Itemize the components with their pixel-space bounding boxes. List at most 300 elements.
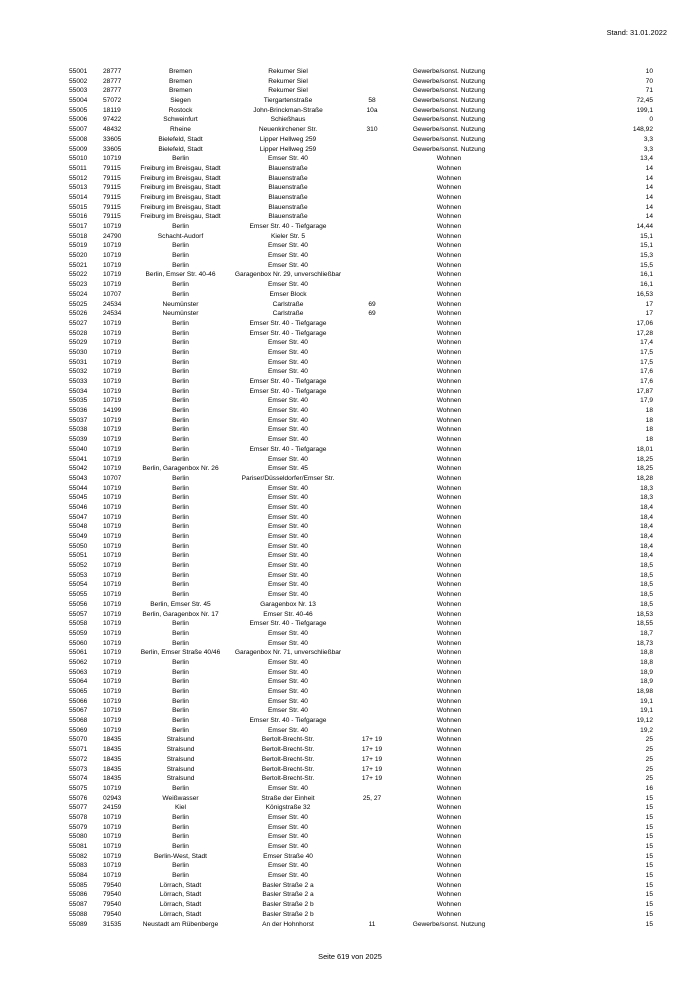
street: Emser Str. 40 - Tiefgarage [249,319,327,327]
house-number [352,900,392,910]
street: Emser Str. 40 [268,407,308,415]
usage-type: Gewerbe/sonst. Nutzung [412,106,486,114]
area-value: 17,4 [640,339,653,347]
table-row [69,183,653,193]
table-row [69,639,653,649]
table-row [69,900,653,910]
area-value: 18,25 [636,465,653,473]
city: Lörrach, Stadt [159,901,202,909]
row-id: 55051 [69,552,88,560]
usage-type: Wohnen [436,620,462,628]
table-row [69,212,653,222]
city: Berlin [172,784,189,792]
usage-type: Wohnen [436,542,462,550]
postal-code: 18435 [103,736,122,744]
table-row [69,270,653,280]
street: Basler Straße 2 b [262,910,314,918]
postal-code: 79115 [103,184,121,192]
table-row [69,319,653,329]
house-number: 25, 27 [362,794,382,802]
postal-code: 10719 [103,649,122,657]
street: Bertolt-Brecht-Str. [261,746,315,754]
usage-type: Wohnen [436,252,462,260]
house-number [352,232,392,242]
area-value: 19,1 [640,707,653,715]
row-id: 55025 [69,300,88,308]
city: Berlin [172,707,189,715]
usage-type: Wohnen [436,397,462,405]
street: Rekumer Siel [268,68,308,75]
area-value: 25 [645,765,653,773]
area-value: 17,87 [636,387,653,395]
area-value: 18 [645,416,653,424]
table-row [69,396,653,406]
row-id: 55037 [69,416,88,424]
postal-code: 10719 [103,629,122,637]
city: Berlin [172,533,189,540]
table-row [69,881,653,891]
street: Neuenkirchener Str. [258,126,318,134]
usage-type: Wohnen [436,726,462,734]
area-value: 18,4 [640,533,653,540]
city: Freiburg im Breisgau, Stadt [140,174,221,182]
house-number [352,706,392,716]
usage-type: Wohnen [436,484,462,492]
area-value: 15 [645,852,653,860]
house-number [352,697,392,707]
postal-code: 79540 [103,881,122,889]
city: Berlin [172,833,189,841]
row-id: 55087 [69,901,88,909]
row-id: 55039 [69,436,88,444]
street: Emser Str. 40 [268,629,308,637]
street: Emser Str. 40-46 [263,610,313,618]
house-number [352,377,392,387]
table-row [69,503,653,513]
row-id: 55055 [69,591,88,599]
postal-code: 10719 [103,697,122,705]
house-number: 17+ 19 [361,746,383,754]
city: Berlin [172,843,189,850]
table-row [69,658,653,668]
table-row [69,455,653,465]
street: Emser Str. 40 - Tiefgarage [249,445,327,453]
postal-code: 10719 [103,503,122,511]
area-value: 16,53 [636,290,653,298]
street: Emser Str. 40 [268,416,308,424]
house-number [352,716,392,726]
table-row [69,135,653,145]
city: Berlin [172,290,189,298]
house-number [352,852,392,862]
usage-type: Wohnen [436,804,462,812]
usage-type: Wohnen [436,465,462,473]
postal-code: 10719 [103,707,122,715]
table-row [69,251,653,261]
row-id: 55062 [69,658,88,666]
house-number: 310 [366,126,378,134]
row-id: 55048 [69,523,88,531]
city: Stralsund [166,746,195,754]
street: Emser Block [269,290,307,298]
postal-code: 79540 [103,891,122,899]
city: Berlin [172,503,189,511]
house-number: 10a [366,106,378,114]
street: Straße der Einheit [261,794,315,802]
area-value: 18,73 [636,639,653,647]
row-id: 55076 [69,794,88,802]
house-number [352,658,392,668]
city: Berlin [172,688,189,695]
table-row [69,261,653,271]
table-row [69,174,653,184]
page-number: Seite 619 von 2025 [318,952,382,961]
usage-type: Wohnen [436,416,462,424]
house-number [352,823,392,833]
house-number: 69 [368,300,376,308]
area-value: 18,5 [640,571,653,579]
city: Berlin [172,639,189,647]
street: Emser Str. 40 [268,542,308,550]
row-id: 55041 [69,455,88,463]
table-row [69,67,653,77]
row-id: 55069 [69,726,88,734]
usage-type: Wohnen [436,562,462,570]
area-value: 15 [645,833,653,841]
house-number [352,832,392,842]
area-value: 72,45 [636,97,653,105]
usage-type: Wohnen [436,765,462,773]
table-row [69,784,653,794]
postal-code: 10719 [103,436,122,444]
usage-type: Gewerbe/sonst. Nutzung [412,97,486,105]
table-row [69,668,653,678]
house-number [352,203,392,213]
street: Lipper Hellweg 259 [259,135,317,143]
area-value: 17,06 [636,319,653,327]
street: Emser Str. 40 [268,668,308,676]
table-row [69,222,653,232]
usage-type: Wohnen [436,591,462,599]
row-id: 55072 [69,755,88,763]
row-id: 55013 [69,184,88,192]
postal-code: 18435 [103,765,122,773]
postal-code: 24159 [103,804,122,812]
table-row [69,203,653,213]
row-id: 55001 [69,68,88,75]
house-number [352,648,392,658]
city: Berlin [172,552,189,560]
area-value: 17 [645,310,653,318]
row-id: 55028 [69,329,88,337]
postal-code: 10707 [103,290,122,298]
area-value: 71 [645,87,653,95]
row-id: 55032 [69,368,88,376]
postal-code: 24534 [103,310,122,318]
city: Berlin [172,223,189,230]
usage-type: Wohnen [436,300,462,308]
usage-type: Wohnen [436,581,462,589]
postal-code: 10719 [103,668,122,676]
row-id: 55024 [69,290,88,298]
table-row [69,600,653,610]
postal-code: 28777 [103,77,122,85]
city: Lörrach, Stadt [159,910,202,918]
house-number: 17+ 19 [361,765,383,773]
usage-type: Wohnen [436,368,462,376]
row-id: 55034 [69,387,88,395]
street: Emser Str. 40 [268,242,308,250]
city: Berlin, Garagenbox Nr. 17 [142,610,219,618]
house-number: 17+ 19 [361,755,383,763]
city: Berlin [172,571,189,579]
table-row [69,765,653,775]
city: Berlin [172,629,189,637]
city: Berlin, Emser Str. 45 [150,600,211,608]
street: Emser Str. 40 [268,397,308,405]
street: Bertolt-Brecht-Str. [261,765,315,773]
row-id: 55042 [69,465,88,473]
row-id: 55029 [69,339,88,347]
city: Berlin [172,378,189,385]
row-id: 55063 [69,668,88,676]
postal-code: 10719 [103,852,122,860]
house-number [352,435,392,445]
area-value: 18,5 [640,591,653,599]
row-id: 55046 [69,503,88,511]
usage-type: Wohnen [436,784,462,792]
row-id: 55015 [69,203,88,211]
row-id: 55003 [69,87,88,95]
house-number [352,135,392,145]
area-value: 18,4 [640,542,653,550]
house-number [352,145,392,155]
row-id: 55089 [69,920,88,928]
street: Garagenbox Nr. 13 [260,600,316,608]
table-row [69,464,653,474]
street: Rekumer Siel [268,77,308,85]
city: Berlin [172,281,189,289]
city: Berlin [172,823,189,831]
postal-code: 10719 [103,726,122,734]
street: Rekumer Siel [268,87,308,95]
street: Blauenstraße [268,184,308,192]
street: Emser Str. 40 [268,697,308,705]
area-value: 14 [645,203,653,211]
house-number: 69 [368,310,376,318]
row-id: 55057 [69,610,88,618]
row-id: 55022 [69,271,88,279]
house-number [352,212,392,222]
usage-type: Wohnen [436,358,462,366]
area-value: 18,4 [640,552,653,560]
usage-type: Wohnen [436,872,462,880]
city: Rostock [168,106,193,114]
row-id: 55050 [69,542,88,550]
area-value: 19,12 [636,717,653,725]
city: Bielefeld, Stadt [158,135,203,143]
usage-type: Wohnen [436,755,462,763]
postal-code: 10719 [103,319,122,327]
house-number [352,668,392,678]
area-value: 18,8 [640,649,653,657]
table-row [69,648,653,658]
house-number [352,881,392,891]
city: Lörrach, Stadt [159,891,202,899]
postal-code: 10719 [103,833,122,841]
usage-type: Wohnen [436,813,462,821]
usage-type: Wohnen [436,910,462,918]
usage-type: Wohnen [436,474,462,482]
row-id: 55030 [69,348,88,356]
usage-type: Wohnen [436,387,462,395]
area-value: 13,4 [640,155,653,163]
house-number: 58 [368,97,376,105]
street: Basler Straße 2 a [262,881,314,889]
house-number [352,561,392,571]
table-row [69,280,653,290]
house-number: 17+ 19 [361,736,383,744]
street: Emser Str. 40 [268,436,308,444]
usage-type: Wohnen [436,707,462,715]
postal-code: 10719 [103,271,122,279]
area-value: 16 [645,784,653,792]
area-value: 14 [645,213,653,221]
row-id: 55026 [69,310,88,318]
row-id: 55059 [69,629,88,637]
house-number [352,183,392,193]
postal-code: 10719 [103,688,122,695]
usage-type: Wohnen [436,213,462,221]
street: Emser Str. 40 [268,552,308,560]
usage-type: Wohnen [436,290,462,298]
city: Berlin [172,620,189,628]
table-row [69,551,653,561]
area-value: 18 [645,426,653,434]
street: Emser Str. 40 [268,339,308,347]
street: Emser Str. 40 [268,872,308,880]
usage-type: Gewerbe/sonst. Nutzung [412,920,486,928]
row-id: 55071 [69,746,88,754]
city: Bremen [168,68,193,75]
street: Emser Str. 40 [268,484,308,492]
row-id: 55074 [69,775,88,783]
usage-type: Wohnen [436,494,462,502]
house-number [352,629,392,639]
postal-code: 10719 [103,823,122,831]
postal-code: 10719 [103,261,122,269]
usage-type: Wohnen [436,629,462,637]
row-id: 55023 [69,281,88,289]
area-value: 16,1 [640,271,653,279]
street: Emser Str. 40 [268,455,308,463]
street: Emser Str. 40 [268,368,308,376]
row-id: 55044 [69,484,88,492]
postal-code: 10719 [103,513,122,521]
usage-type: Wohnen [436,455,462,463]
city: Berlin [172,252,189,260]
city: Berlin-West, Stadt [153,852,207,860]
usage-type: Wohnen [436,348,462,356]
usage-type: Gewerbe/sonst. Nutzung [412,87,486,95]
table-row [69,677,653,687]
postal-code: 48432 [103,126,122,134]
row-id: 55088 [69,910,88,918]
house-number [352,396,392,406]
usage-type: Wohnen [436,164,462,172]
area-value: 15,3 [640,252,653,260]
house-number [352,164,392,174]
street: Pariser/Düsseldorfer/Emser Str. [241,474,335,482]
table-row [69,387,653,397]
postal-code: 10719 [103,562,122,570]
city: Berlin [172,358,189,366]
row-id: 55031 [69,358,88,366]
area-value: 3,3 [643,135,653,143]
area-value: 17,9 [640,397,653,405]
row-id: 55021 [69,261,88,269]
table-row [69,794,653,804]
usage-type: Wohnen [436,184,462,192]
table-row [69,619,653,629]
usage-type: Wohnen [436,843,462,850]
house-number: 11 [368,920,376,928]
usage-type: Wohnen [436,833,462,841]
table-row [69,493,653,503]
table-row [69,86,653,96]
table-row [69,610,653,620]
usage-type: Gewerbe/sonst. Nutzung [412,126,486,134]
table-row [69,106,653,116]
house-number [352,677,392,687]
city: Berlin [172,513,189,521]
document-date: Stand: 31.01.2022 [606,28,667,37]
row-id: 55006 [69,116,88,124]
table-row [69,329,653,339]
street: Emser Str. 40 [268,155,308,163]
usage-type: Wohnen [436,261,462,269]
usage-type: Wohnen [436,271,462,279]
area-value: 15 [645,813,653,821]
postal-code: 79540 [103,910,122,918]
table-row [69,823,653,833]
city: Schacht-Audorf [157,232,204,240]
house-number [352,77,392,87]
city: Berlin [172,862,189,870]
city: Freiburg im Breisgau, Stadt [140,193,221,201]
house-number [352,280,392,290]
usage-type: Wohnen [436,513,462,521]
postal-code: 10719 [103,348,122,356]
table-row [69,920,653,930]
city: Berlin [172,436,189,444]
area-value: 14 [645,193,653,201]
usage-type: Gewerbe/sonst. Nutzung [412,116,486,124]
house-number [352,154,392,164]
row-id: 55011 [69,164,87,172]
table-row [69,348,653,358]
row-id: 55061 [69,649,88,657]
area-value: 17,5 [640,358,653,366]
street: Emser Str. 40 [268,562,308,570]
area-value: 17,6 [640,368,653,376]
postal-code: 10719 [103,639,122,647]
area-value: 25 [645,746,653,754]
usage-type: Gewerbe/sonst. Nutzung [412,77,486,85]
table-row [69,435,653,445]
house-number [352,551,392,561]
area-value: 18,01 [636,445,653,453]
